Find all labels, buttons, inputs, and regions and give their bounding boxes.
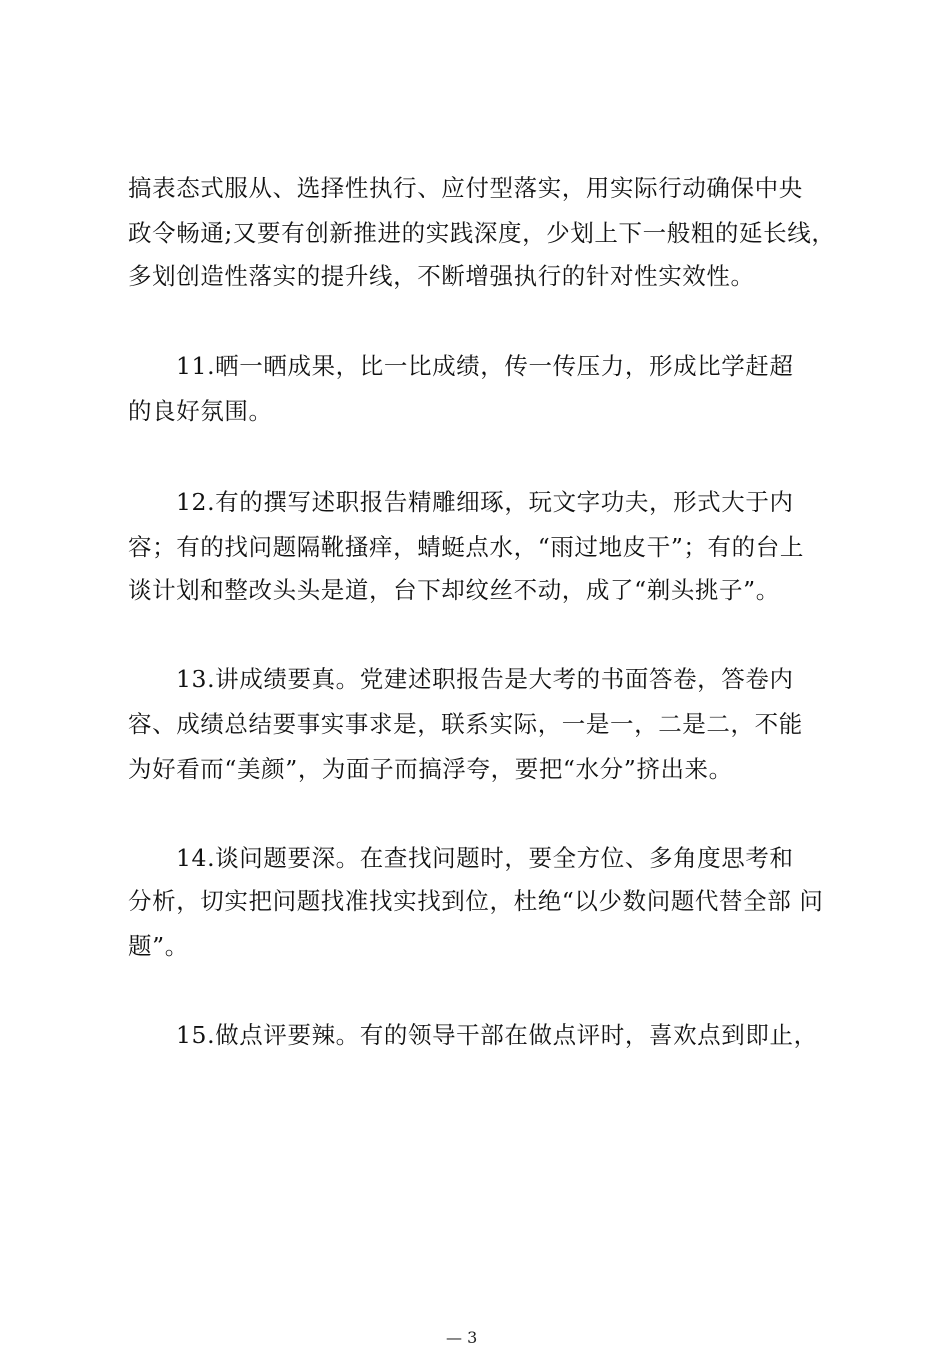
paragraph-line: 搞表态式服从、选择性执行、应付型落实，用实际行动确保中央 — [128, 174, 803, 202]
paragraph-line: 多划创造性落实的提升线，不断增强执行的针对性实效性。 — [128, 262, 755, 290]
paragraph-line: 谈计划和整改头头是道，台下却纹丝不动，成了“剃头挑子”。 — [128, 576, 780, 604]
paragraph-line: 的良好氛围。 — [128, 397, 273, 425]
paragraph-line: 政令畅通;又要有创新推进的实践深度，少划上下一般粗的延长线， — [128, 219, 836, 247]
paragraph-line: 14.谈问题要深。在查找问题时，要全方位、多角度思考和 — [176, 844, 794, 872]
paragraph-line: 12.有的撰写述职报告精雕细琢，玩文字功夫，形式大于内 — [176, 488, 794, 516]
paragraph-line: 13.讲成绩要真。党建述职报告是大考的书面答卷，答卷内 — [176, 665, 794, 693]
paragraph-line: 分析，切实把问题找准找实找到位，杜绝“以少数问题代替全部 问 — [128, 887, 824, 915]
paragraph-line: 11.晒一晒成果，比一比成绩，传一传压力，形成比学赶超 — [176, 352, 794, 380]
paragraph-line: 15.做点评要辣。有的领导干部在做点评时，喜欢点到即止， — [176, 1021, 818, 1049]
page-number: — 3 — [446, 1328, 478, 1347]
paragraph-line: 题”。 — [128, 932, 189, 960]
paragraph-line: 容；有的找问题隔靴搔痒，蜻蜓点水，“雨过地皮干”；有的台上 — [128, 533, 804, 561]
paragraph-line: 为好看而“美颜”，为面子而搞浮夸，要把“水分”挤出来。 — [128, 755, 733, 783]
paragraph-line: 容、成绩总结要事实事求是，联系实际，一是一，二是二，不能 — [128, 710, 803, 738]
